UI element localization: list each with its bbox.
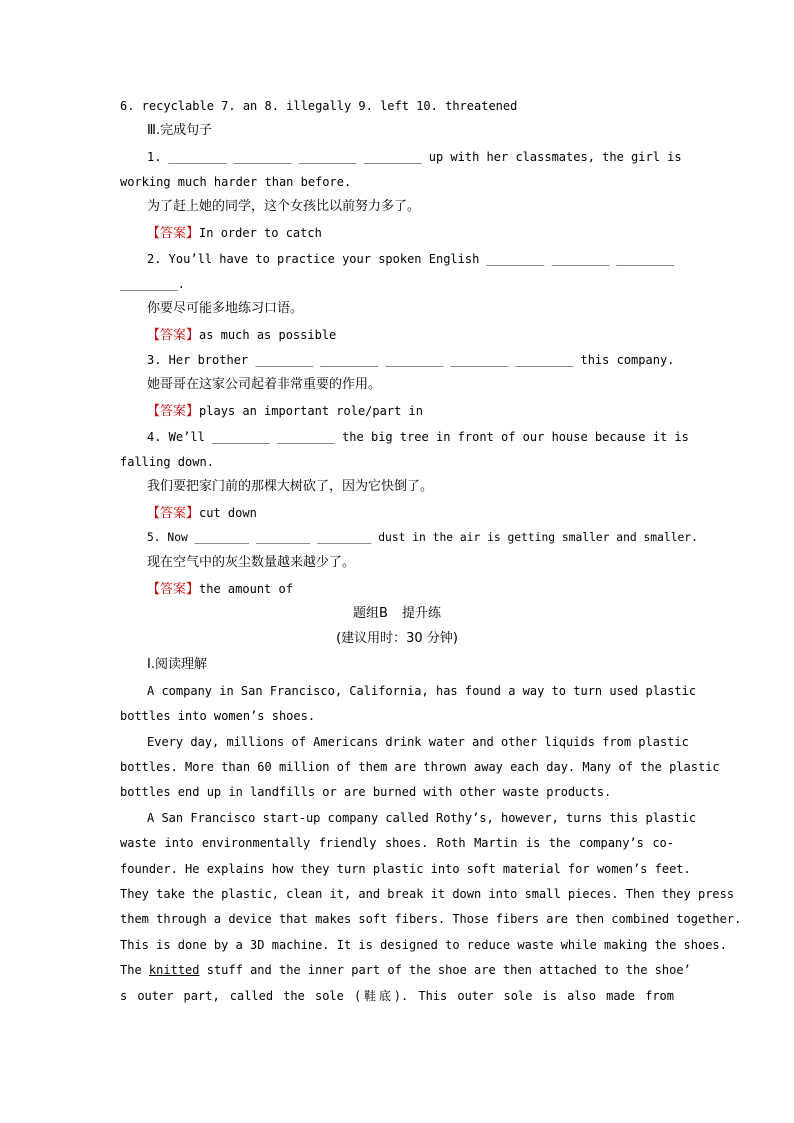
answer-4-text: cut down (199, 506, 257, 520)
passage-p2-line-1: Every day, millions of Americans drink water and other liquids from plastic (147, 735, 689, 749)
question-4-line-2: falling down. (120, 455, 214, 469)
section-heading-complete-sentences: Ⅲ.完成句子 (147, 123, 213, 138)
passage-p1-line-2: bottles into women’s shoes. (120, 709, 316, 723)
answer-3-text: plays an important role/part in (199, 404, 423, 418)
section-title-label: 提升练 (401, 606, 441, 621)
question-2-line-2: ________. (120, 277, 186, 291)
question-1-line-2: working much harder than before. (120, 175, 352, 189)
question-1-line-1: 1. ________ ________ ________ ________ up with her classmates, the girl is (147, 150, 682, 164)
section-title-group: 题组B (353, 606, 388, 621)
question-3-translation: 她哥哥在这家公司起着非常重要的作用。 (147, 377, 382, 392)
answer-5-text: the amount of (199, 582, 293, 596)
answer-label: 【答案】 (147, 404, 200, 419)
answer-label: 【答案】 (147, 328, 200, 343)
answer-line-6-10: 6. recyclable 7. an 8. illegally 9. left 10. threatened (120, 99, 518, 113)
question-5-translation: 现在空气中的灰尘数量越来越少了。 (147, 555, 356, 570)
answer-4 (147, 505, 674, 521)
question-5-line-1: 5. Now ________ ________ ________ dust in the air is getting smaller and smaller. (147, 531, 698, 544)
section-heading-reading: Ⅰ.阅读理解 (147, 657, 207, 672)
question-2-translation: 你要尽可能多地练习口语。 (147, 301, 304, 316)
underlined-word-knitted: knitted (148, 963, 200, 977)
passage-p3-line-4: They take the plastic, clean it, and break it down into small pieces. Then they press (120, 887, 735, 901)
passage-p3-line-6: This is done by a 3D machine. It is designed to reduce waste while making the shoes. (120, 938, 727, 952)
passage-p3-line-8: s outer part, called the sole (鞋底). This outer sole is also made from (120, 989, 674, 1003)
section-title (120, 606, 674, 622)
question-1-translation: 为了赶上她的同学，这个女孩比以前努力多了。 (147, 199, 421, 214)
passage-p3-line-7-rest: stuff and the inner part of the shoe are then attached to the shoe’ (206, 963, 691, 977)
answer-3 (147, 403, 674, 419)
answer-label: 【答案】 (147, 582, 200, 597)
passage-p3-line-3: founder. He explains how they turn plastic into soft material for women’s feet. (120, 862, 691, 876)
passage-p3-line-1: A San Francisco start-up company called Rothy’s, however, turns this plastic (147, 811, 697, 825)
passage-p3-line-2: waste into environmentally friendly shoes. Roth Martin is the company’s co- (120, 836, 674, 850)
answer-5 (147, 581, 674, 597)
passage-p3-line-5: them through a device that makes soft fibers. Those fibers are then combined together. (120, 912, 742, 926)
answer-2-text: as much as possible (199, 328, 337, 342)
answer-2 (147, 327, 674, 343)
question-3-line-1: 3. Her brother ________ ________ ________ ________ ________ this company. (147, 353, 675, 367)
passage-p2-line-3: bottles end up in landfills or are burned with other waste products. (120, 785, 612, 799)
passage-p1-line-1: A company in San Francisco, California, has found a way to turn used plastic (147, 684, 697, 698)
question-4-line-1: 4. We’ll ________ ________ the big tree in front of our house because it is (147, 430, 689, 444)
passage-word-the: The (120, 963, 142, 977)
passage-p2-line-2: bottles. More than 60 million of them are thrown away each day. Many of the plastic (120, 760, 720, 774)
question-4-translation: 我们要把家门前的那棵大树砍了，因为它快倒了。 (147, 479, 434, 494)
answer-label: 【答案】 (147, 226, 200, 241)
question-2-line-1: 2. You’ll have to practice your spoken English ________ ________ ________ (147, 252, 675, 266)
suggested-time: (建议用时：30 分钟) (336, 631, 458, 646)
answer-1-text: In order to catch (199, 226, 322, 240)
answer-1 (147, 225, 674, 241)
passage-p3-line-7 (120, 962, 691, 978)
answer-label: 【答案】 (147, 506, 200, 521)
